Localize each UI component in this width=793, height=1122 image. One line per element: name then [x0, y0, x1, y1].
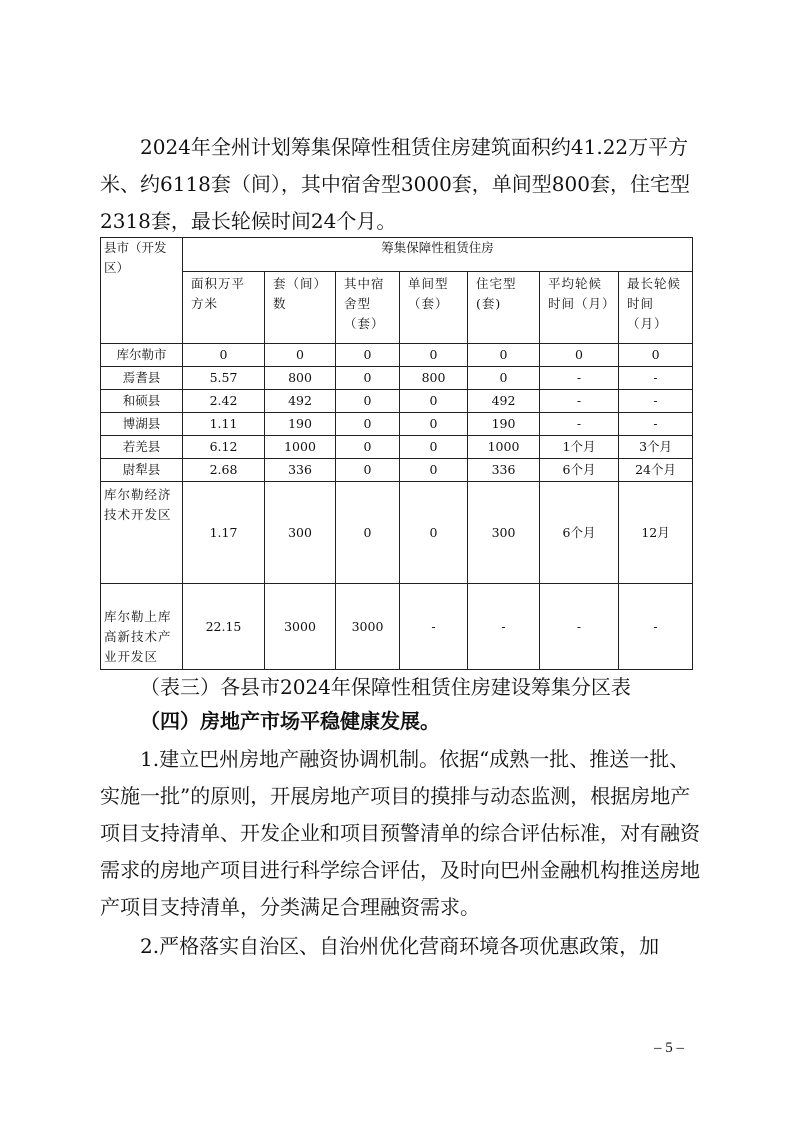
row-units: 300: [265, 482, 336, 584]
row-name: 库尔勒经济技术开发区: [101, 482, 183, 584]
table-caption: （表三）各县市2024年保障性租赁住房建设筹集分区表: [140, 675, 631, 699]
row-dorm: 0: [336, 344, 400, 367]
row-max-wait: 24个月: [619, 459, 693, 482]
group-header: 筹集保障性租赁住房: [183, 238, 693, 272]
row-single: 800: [400, 367, 468, 390]
row-avg-wait: -: [540, 584, 619, 670]
county-header: 县市（开发区）: [101, 238, 183, 344]
row-max-wait: -: [619, 367, 693, 390]
row-units: 1000: [265, 436, 336, 459]
row-units: 336: [265, 459, 336, 482]
row-single: -: [400, 584, 468, 670]
col-header-area: 面积万平方米: [183, 272, 265, 344]
page-number: – 5 –: [654, 1040, 684, 1056]
table-row: [101, 459, 693, 482]
col-header-avg-wait: 平均轮候时间（月）: [540, 272, 619, 344]
row-dorm: 0: [336, 367, 400, 390]
row-name: 和硕县: [101, 390, 183, 413]
row-dorm: 0: [336, 436, 400, 459]
body-paragraph-1: 1.建立巴州房地产融资协调机制。依据“成熟一批、推送一批、实施一批”的原则，开展房地产项目的摸排与动态监测，根据房地产项目支持清单、开发企业和项目预警清单的综合评估标准，对有融资需求的房地产项目进行科学综合评估，及时向巴州金融机构推送房地产项目支持清单，分类满足合理融资需求。: [100, 747, 700, 919]
housing-table: [100, 237, 693, 670]
row-area: 2.42: [183, 390, 265, 413]
row-units: 492: [265, 390, 336, 413]
row-area: 1.11: [183, 413, 265, 436]
table-row: [101, 436, 693, 459]
row-max-wait: -: [619, 390, 693, 413]
row-single: 0: [400, 482, 468, 584]
row-dorm: 0: [336, 390, 400, 413]
row-name: 若羌县: [101, 436, 183, 459]
row-units: 0: [265, 344, 336, 367]
row-house: 300: [468, 482, 540, 584]
row-single: 0: [400, 413, 468, 436]
row-dorm: 0: [336, 413, 400, 436]
table-row: [101, 584, 693, 670]
row-house: 492: [468, 390, 540, 413]
body-paragraph-2: 2.严格落实自治区、自治州优化营商环境各项优惠政策，加: [140, 934, 660, 958]
table-row: [101, 344, 693, 367]
row-single: 0: [400, 436, 468, 459]
row-name: 库尔勒市: [101, 344, 183, 367]
row-single: 0: [400, 344, 468, 367]
table-row: [101, 390, 693, 413]
row-area: 2.68: [183, 459, 265, 482]
row-single: 0: [400, 459, 468, 482]
row-single: 0: [400, 390, 468, 413]
col-header-single: 单间型（套）: [400, 272, 468, 344]
table-row: [101, 367, 693, 390]
row-max-wait: 3个月: [619, 436, 693, 459]
row-area: 1.17: [183, 482, 265, 584]
row-dorm: 0: [336, 459, 400, 482]
col-header-units: 套（间）数: [265, 272, 336, 344]
row-house: 0: [468, 344, 540, 367]
row-avg-wait: 0: [540, 344, 619, 367]
row-area: 0: [183, 344, 265, 367]
row-dorm: 0: [336, 482, 400, 584]
section-heading: （四）房地产市场平稳健康发展。: [140, 709, 440, 733]
row-dorm: 3000: [336, 584, 400, 670]
row-avg-wait: -: [540, 367, 619, 390]
table-row: [101, 413, 693, 436]
row-max-wait: 12月: [619, 482, 693, 584]
col-header-dorm: 其中宿舍型（套）: [336, 272, 400, 344]
row-house: -: [468, 584, 540, 670]
col-header-max-wait: 最长轮候时间（月）: [619, 272, 693, 344]
row-name: 博湖县: [101, 413, 183, 436]
row-house: 190: [468, 413, 540, 436]
table-row: [101, 482, 693, 584]
row-max-wait: -: [619, 413, 693, 436]
row-name: 尉犁县: [101, 459, 183, 482]
table-header-row: [101, 238, 693, 272]
row-avg-wait: 6个月: [540, 482, 619, 584]
col-header-house: 住宅型(套): [468, 272, 540, 344]
row-area: 6.12: [183, 436, 265, 459]
row-avg-wait: 1个月: [540, 436, 619, 459]
row-name: 库尔勒上库高新技术产业开发区: [101, 584, 183, 670]
row-avg-wait: -: [540, 390, 619, 413]
row-max-wait: -: [619, 584, 693, 670]
table-subheader-row: [101, 272, 693, 344]
row-avg-wait: 6个月: [540, 459, 619, 482]
row-house: 1000: [468, 436, 540, 459]
row-area: 5.57: [183, 367, 265, 390]
row-units: 3000: [265, 584, 336, 670]
row-units: 190: [265, 413, 336, 436]
row-max-wait: 0: [619, 344, 693, 367]
row-units: 800: [265, 367, 336, 390]
row-name: 焉耆县: [101, 367, 183, 390]
row-avg-wait: -: [540, 413, 619, 436]
intro-paragraph: 2024年全州计划筹集保障性租赁住房建筑面积约41.22万平方米、约6118套（间），其中宿舍型3000套，单间型800套，住宅型2318套，最长轮候时间24个月。: [100, 135, 690, 233]
row-area: 22.15: [183, 584, 265, 670]
row-house: 336: [468, 459, 540, 482]
row-house: 0: [468, 367, 540, 390]
